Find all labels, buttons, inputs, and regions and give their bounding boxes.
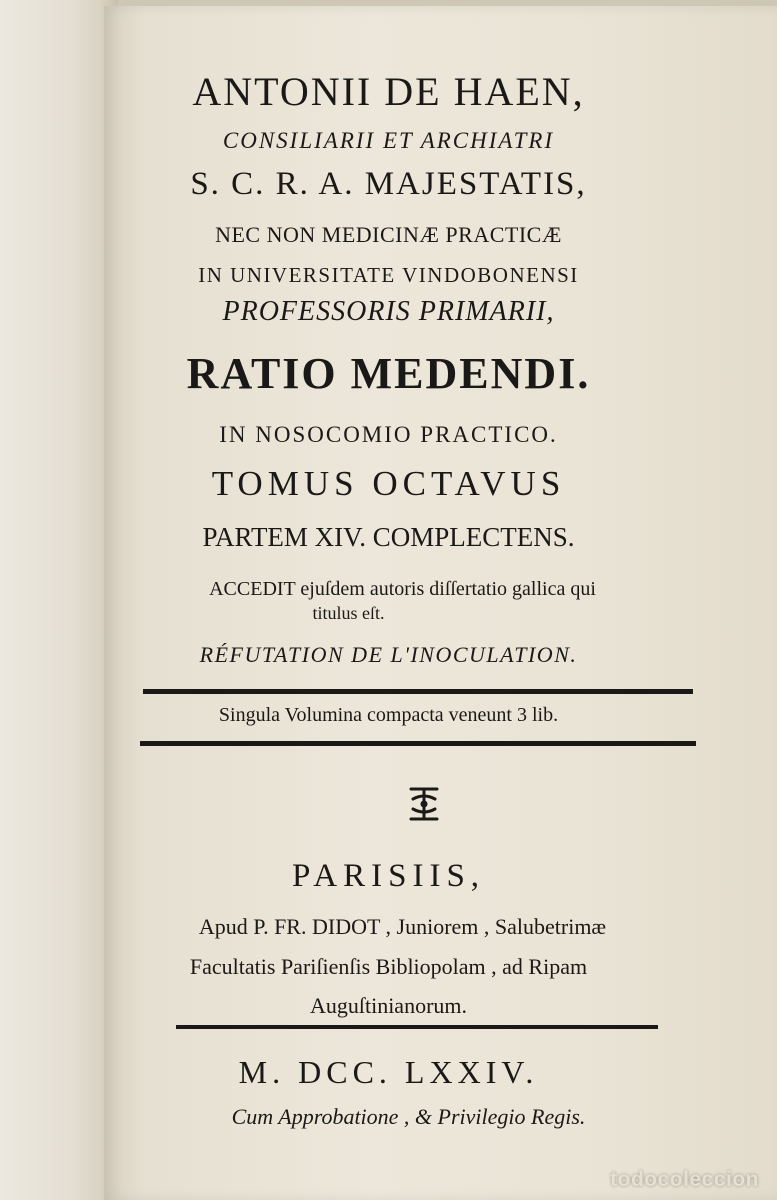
accedit-line-2: titulus eſt.: [312, 603, 385, 623]
author-role-line-5: PROFESSORIS PRIMARII,: [222, 296, 555, 327]
printer-ornament-icon: [403, 783, 445, 825]
price-note: Singula Volumina compacta veneunt 3 lib.: [218, 704, 559, 726]
top-double-rule: [143, 689, 693, 694]
watermark-logo: todocoleccion: [610, 1168, 759, 1191]
part-label: PARTEM XIV. COMPLECTENS.: [202, 522, 575, 552]
imprint-line-3: Auguſtinianorum.: [309, 993, 468, 1018]
author-role-line-1: CONSILIARII ET ARCHIATRI: [222, 128, 555, 153]
imprint-line-1: Apud P. FR. DIDOT , Juniorem , Salubetrimæ: [198, 914, 607, 939]
accedit-line-1: ACCEDIT ejuſdem autoris diſſertatio gallica qui: [209, 578, 596, 600]
imprint-line-2: Facultatis Pariſienſis Bibliopolam , ad Ripam: [189, 954, 588, 979]
privilege-note: Cum Approbatione , & Privilegio Regis.: [231, 1104, 586, 1129]
book-subtitle: IN NOSOCOMIO PRACTICO.: [219, 422, 558, 447]
refutation-title: RÉFUTATION DE L'INOCULATION.: [199, 642, 578, 667]
book-title: RATIO MEDENDI.: [186, 349, 591, 398]
publication-year: M. DCC. LXXIV.: [238, 1054, 539, 1090]
imprint-place: PARISIIS,: [291, 858, 486, 894]
imprint-rule: [176, 1025, 658, 1029]
volume-label: TOMUS OCTAVUS: [211, 464, 566, 503]
author-name: ANTONII DE HAEN,: [192, 69, 585, 114]
author-role-line-2: S. C. R. A. MAJESTATIS,: [190, 166, 587, 202]
bottom-double-rule: [140, 741, 696, 746]
author-role-line-4: IN UNIVERSITATE VINDOBONENSI: [198, 263, 579, 287]
author-role-line-3: NEC NON MEDICINÆ PRACTICÆ: [215, 222, 562, 247]
